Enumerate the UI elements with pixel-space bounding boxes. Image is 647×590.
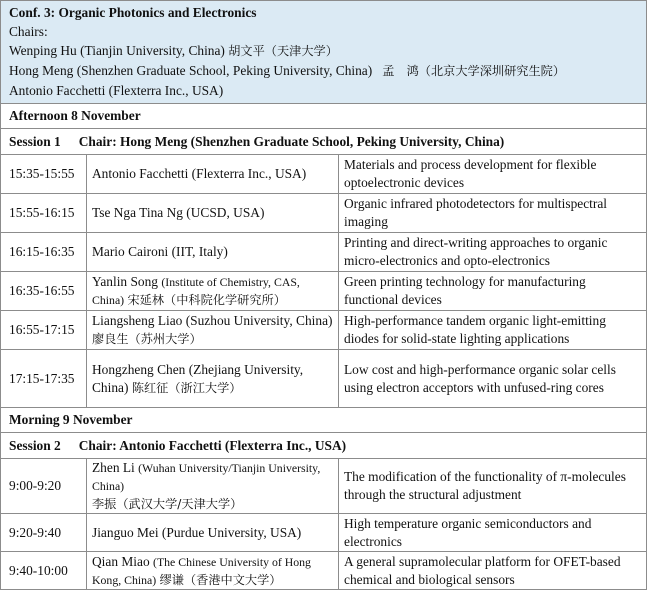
talk-row — [1, 459, 647, 514]
chair-name: Antonio Facchetti (Flexterra Inc., USA) — [9, 83, 224, 98]
talk-speaker: Qian Miao — [92, 553, 150, 569]
talk-time: 15:55-16:15 — [1, 194, 87, 233]
talk-time: 17:15-17:35 — [1, 350, 87, 408]
chair-line — [9, 61, 638, 81]
session-label: Session 2 — [9, 437, 61, 453]
talk-row — [1, 514, 647, 552]
chairs-label: Chairs: — [9, 24, 48, 39]
talk-speaker-cn: 陈红征（浙江大学） — [131, 380, 242, 395]
talk-title: High-performance tandem organic light-emitting diodes for solid-state lighting applications — [339, 311, 647, 350]
talk-row — [1, 194, 647, 233]
talk-time: 16:55-17:15 — [1, 311, 87, 350]
talk-speaker-cn: 李振（武汉大学/天津大学） — [92, 497, 243, 511]
talk-speaker-affiliation: (The Chinese University of Hong Kong, China) — [92, 554, 311, 587]
chair-name-cn: 孟 鸿（北京大学深圳研究生院） — [382, 64, 566, 78]
day-row — [1, 408, 647, 433]
talk-title: Low cost and high-performance organic solar cells using electron acceptors with unfused-ring cores — [339, 350, 647, 408]
talk-speaker: Antonio Facchetti (Flexterra Inc., USA) — [87, 155, 339, 194]
talk-speaker: Yanlin Song — [92, 274, 158, 289]
talk-speaker-cell — [87, 459, 339, 514]
talk-speaker: Mario Caironi (IIT, Italy) — [87, 233, 339, 272]
talk-time: 15:35-15:55 — [1, 155, 87, 194]
talk-title: High temperature organic semiconductors and electronics — [339, 514, 647, 552]
talk-speaker: Hongzheng Chen (Zhejiang University, China) — [92, 361, 304, 395]
talk-time: 9:20-9:40 — [1, 514, 87, 552]
day-label: Afternoon 8 November — [1, 104, 647, 129]
talk-speaker-cell — [87, 311, 339, 350]
session-row — [1, 433, 647, 459]
talk-speaker-cell — [87, 552, 339, 590]
talk-speaker: Zhen Li — [92, 460, 135, 475]
talk-time: 9:00-9:20 — [1, 459, 87, 514]
talk-title: Green printing technology for manufacturing functional devices — [339, 272, 647, 311]
session-header — [1, 433, 647, 459]
talk-title: Printing and direct-writing approaches to organic micro-electronics and opto-electronics — [339, 233, 647, 272]
session-chair: Chair: Hong Meng (Shenzhen Graduate School, Peking University, China) — [78, 133, 505, 149]
talk-time: 9:40-10:00 — [1, 552, 87, 590]
talk-time: 16:35-16:55 — [1, 272, 87, 311]
day-row — [1, 104, 647, 129]
talk-row — [1, 272, 647, 311]
chair-name-cn: 胡文平（天津大学） — [228, 44, 338, 58]
talk-speaker-cn: 缪谦（香港中文大学） — [159, 572, 282, 587]
talk-speaker: Liangsheng Liao (Suzhou University, China) — [92, 313, 333, 328]
day-label: Morning 9 November — [1, 408, 647, 433]
talk-title: The modification of the functionality of π-molecules through the structural adjustment — [339, 459, 647, 514]
session-chair: Chair: Antonio Facchetti (Flexterra Inc., USA) — [78, 437, 347, 453]
talk-row — [1, 311, 647, 350]
talk-row — [1, 155, 647, 194]
chair-line — [9, 41, 638, 61]
talk-title: Organic infrared photodetectors for multispectral imaging — [339, 194, 647, 233]
session-header — [1, 129, 647, 155]
talk-row — [1, 350, 647, 408]
talk-row — [1, 233, 647, 272]
talk-speaker-affiliation: (Institute of Chemistry, CAS, China) — [92, 275, 300, 307]
talk-time: 16:15-16:35 — [1, 233, 87, 272]
session-row — [1, 129, 647, 155]
talk-speaker-affiliation: (Wuhan University/Tianjin University, China) — [92, 461, 321, 493]
talk-speaker-cn: 廖良生（苏州大学） — [92, 332, 202, 346]
talk-speaker: Jianguo Mei (Purdue University, USA) — [87, 514, 339, 552]
talk-speaker: Tse Nga Tina Ng (UCSD, USA) — [87, 194, 339, 233]
talk-speaker-cn: 宋延林（中科院化学研究所） — [127, 293, 286, 307]
talk-title: Materials and process development for flexible optoelectronic devices — [339, 155, 647, 194]
chair-line — [9, 81, 638, 100]
talk-title: A general supramolecular platform for OFET-based chemical and biological sensors — [339, 552, 647, 590]
talk-row — [1, 552, 647, 590]
conference-title: Conf. 3: Organic Photonics and Electronics — [9, 5, 257, 20]
talk-speaker-cell — [87, 272, 339, 311]
conference-header — [1, 1, 647, 104]
chair-name: Wenping Hu (Tianjin University, China) — [9, 43, 225, 58]
talk-speaker-cell — [87, 350, 339, 408]
chair-name: Hong Meng (Shenzhen Graduate School, Peking University, China) — [9, 63, 373, 78]
session-label: Session 1 — [9, 133, 61, 149]
conference-header-row — [1, 1, 647, 104]
